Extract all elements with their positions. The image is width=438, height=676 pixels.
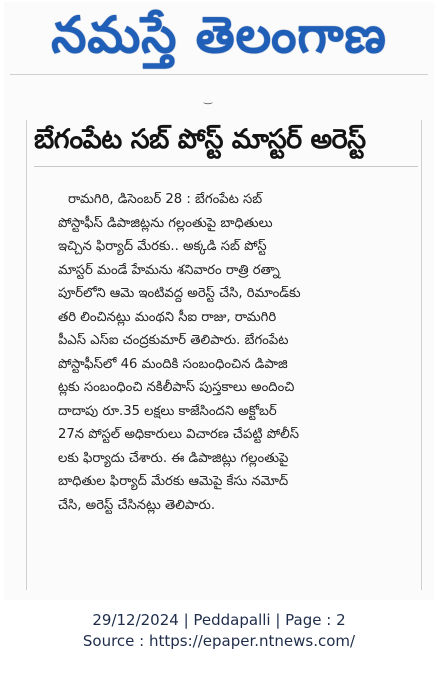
article-line: తరి లించినట్లు మంథని సీఐ రాజు, రామగిరి (58, 309, 277, 325)
article-line: చేసి, అరెస్ట్ చేసినట్లు తెలిపారు. (58, 497, 216, 513)
article-body (58, 188, 394, 517)
article-line: మాస్టర్ మండే హేమను శనివారం రాత్రి రత్నా (58, 262, 280, 278)
newspaper-clipping (4, 2, 434, 600)
headline-divider (34, 166, 418, 167)
article-line: ఇచ్చిన ఫిర్యాద్ మేరకు.. అక్కడి సబ్ పోస్ట్ (58, 239, 267, 254)
decorative-mark: ‿ (204, 94, 213, 105)
article-line: 27న పోస్టల్ అధికారులు విచారణ చేపట్టి పోలీస్ (58, 427, 300, 442)
clipping-footer (0, 610, 438, 652)
article-line: రామగిరి, డిసెంబర్ 28 : బేగంపేట సబ్ (68, 192, 263, 207)
article-line: దాదాపు రూ.35 లక్షలు కాజేసిందని అక్టోబర్ (58, 403, 277, 419)
source-link[interactable]: Source : https://epaper.ntnews.com/ (82, 632, 356, 650)
article-line: పీఎస్ ఎస్ఐ చంద్రకుమార్ తెలిపారు. బేగంపేట (58, 333, 289, 348)
edition-info: 29/12/2024 | Peddapalli | Page : 2 (92, 611, 346, 629)
left-column-rule (26, 120, 27, 590)
article-line: పోస్టాఫీస్‌లో 46 మందికి సంబంధించిన డిపాజి (58, 356, 288, 372)
article-line: లకు ఫిర్యాదు చేశారు. ఈ డిపాజిట్లు గల్లంతుపై (58, 450, 289, 466)
article-line: బాధితుల ఫిర్యాద్ మేరకు ఆమెపై కేసు నమోద్ (58, 474, 289, 489)
article-line: ట్లకు సంబంధించి నకిలీపాస్ పుస్తకాలు అందించి (58, 380, 295, 395)
masthead-divider (10, 74, 428, 75)
right-column-rule (421, 120, 422, 590)
masthead-title: నమస్తే తెలంగాణ (51, 6, 387, 64)
masthead (4, 2, 434, 68)
article-line: పోస్టాఫీస్ డిపాజిట్లను గల్లంతుపై బాధితులు (58, 215, 273, 231)
article-line: పూర్‌లోని ఆమె ఇంటివద్ద అరెస్ట్ చేసి, రిమాండ్‌కు (58, 286, 301, 301)
article-headline: బేగంపేట సబ్ పోస్ట్ మాస్టర్ అరెస్ట్ (34, 124, 366, 155)
